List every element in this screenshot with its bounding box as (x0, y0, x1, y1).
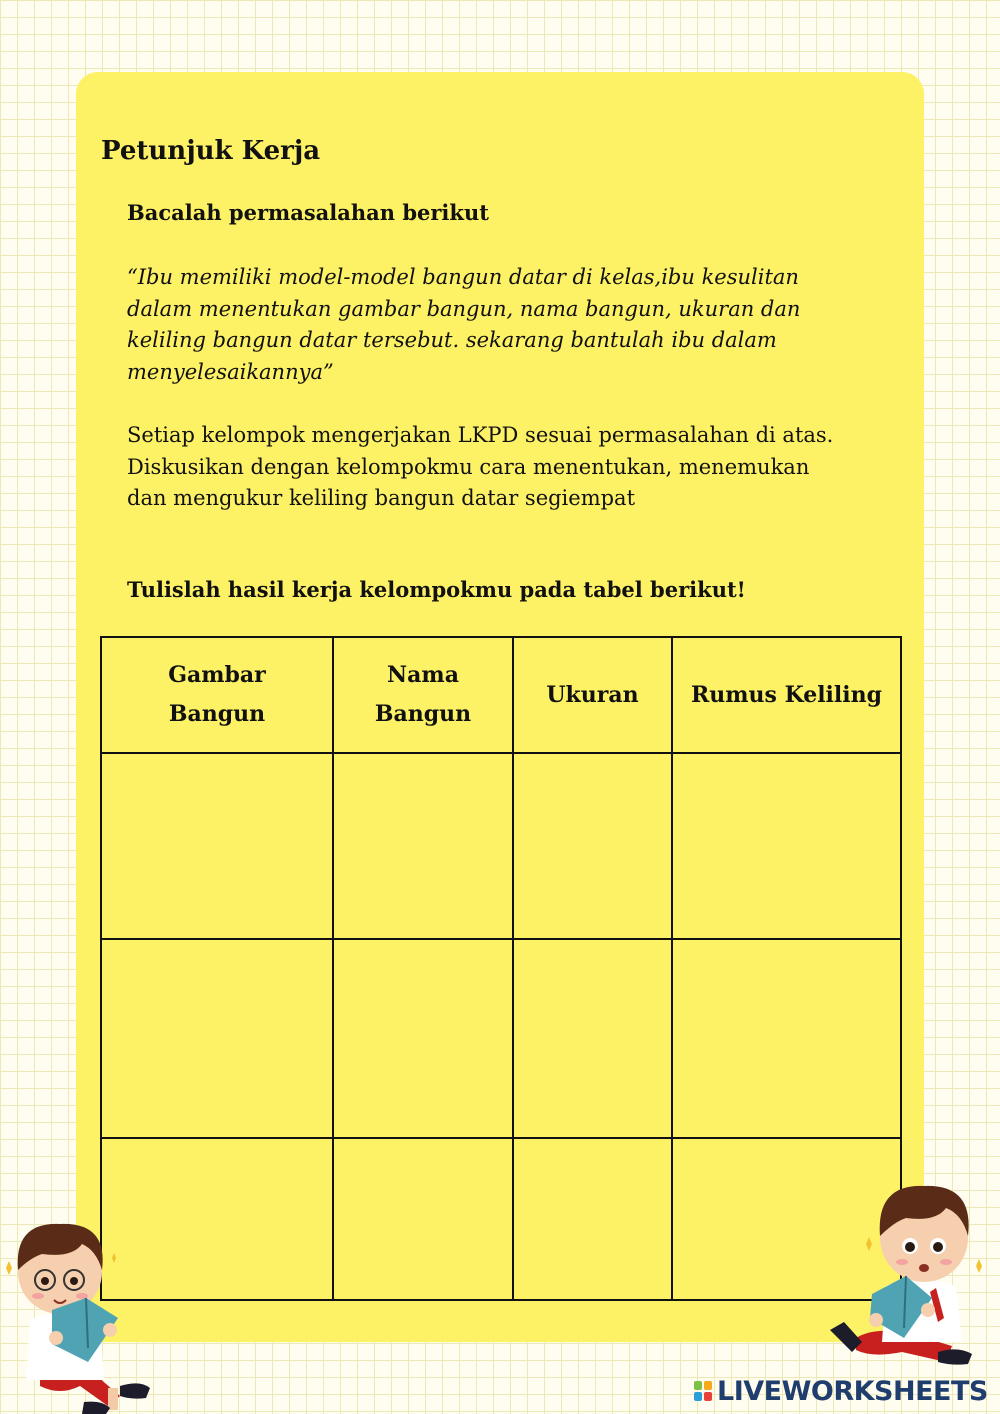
answer-cell[interactable] (513, 939, 672, 1138)
answer-cell[interactable] (333, 1138, 513, 1300)
header-nama-bangun (333, 637, 513, 753)
header-gambar-bangun (101, 637, 333, 753)
quote-line: keliling bangun datar tersebut. sekarang bantulah ibu dalam (127, 328, 777, 352)
instruction-text (127, 420, 897, 515)
answer-cell[interactable] (333, 939, 513, 1138)
logo-text: LIVEWORKSHEETS (717, 1375, 988, 1407)
header-text: Ukuran (546, 681, 639, 708)
table-row (101, 753, 901, 939)
logo-icon (693, 1380, 713, 1402)
subtitle: Bacalah permasalahan berikut (127, 200, 489, 225)
page-title: Petunjuk Kerja (101, 136, 321, 166)
results-table (100, 636, 902, 1301)
table-row (101, 1138, 901, 1300)
instruction-line: Setiap kelompok mengerjakan LKPD sesuai permasalahan di atas. (127, 423, 834, 447)
instruction-line: dan mengukur keliling bangun datar segiempat (127, 486, 636, 510)
answer-cell[interactable] (333, 753, 513, 939)
quote-line: “Ibu memiliki model-model bangun datar di kelas,ibu kesulitan (127, 265, 799, 289)
header-ukuran (513, 637, 672, 753)
logo-square (704, 1381, 712, 1390)
boy-reading-book-icon (826, 1170, 1000, 1380)
header-text: Gambar (168, 662, 266, 688)
liveworksheets-logo (693, 1374, 988, 1408)
answer-cell[interactable] (101, 753, 333, 939)
logo-square (694, 1381, 702, 1390)
table-header-row (101, 637, 901, 753)
instruction-line: Diskusikan dengan kelompokmu cara menentukan, menemukan (127, 454, 810, 479)
answer-cell[interactable] (513, 753, 672, 939)
quote-line: dalam menentukan gambar bangun, nama bangun, ukuran dan (127, 296, 801, 321)
problem-quote (127, 262, 887, 388)
quote-line: menyelesaikannya” (127, 359, 334, 384)
table-title: Tulislah hasil kerja kelompokmu pada tabel berikut! (127, 577, 746, 602)
header-text: Nama (387, 662, 459, 688)
answer-cell[interactable] (513, 1138, 672, 1300)
answer-cell[interactable] (672, 753, 901, 939)
header-text: Bangun (168, 701, 266, 727)
header-rumus-keliling (672, 637, 901, 753)
table-row (101, 939, 901, 1138)
header-text: Bangun (374, 701, 472, 727)
header-text: Rumus Keliling (690, 681, 883, 708)
logo-square (694, 1392, 702, 1401)
answer-cell[interactable] (101, 939, 333, 1138)
answer-cell[interactable] (672, 939, 901, 1138)
logo-square (704, 1392, 712, 1401)
boy-reading-book-icon (0, 1210, 165, 1414)
